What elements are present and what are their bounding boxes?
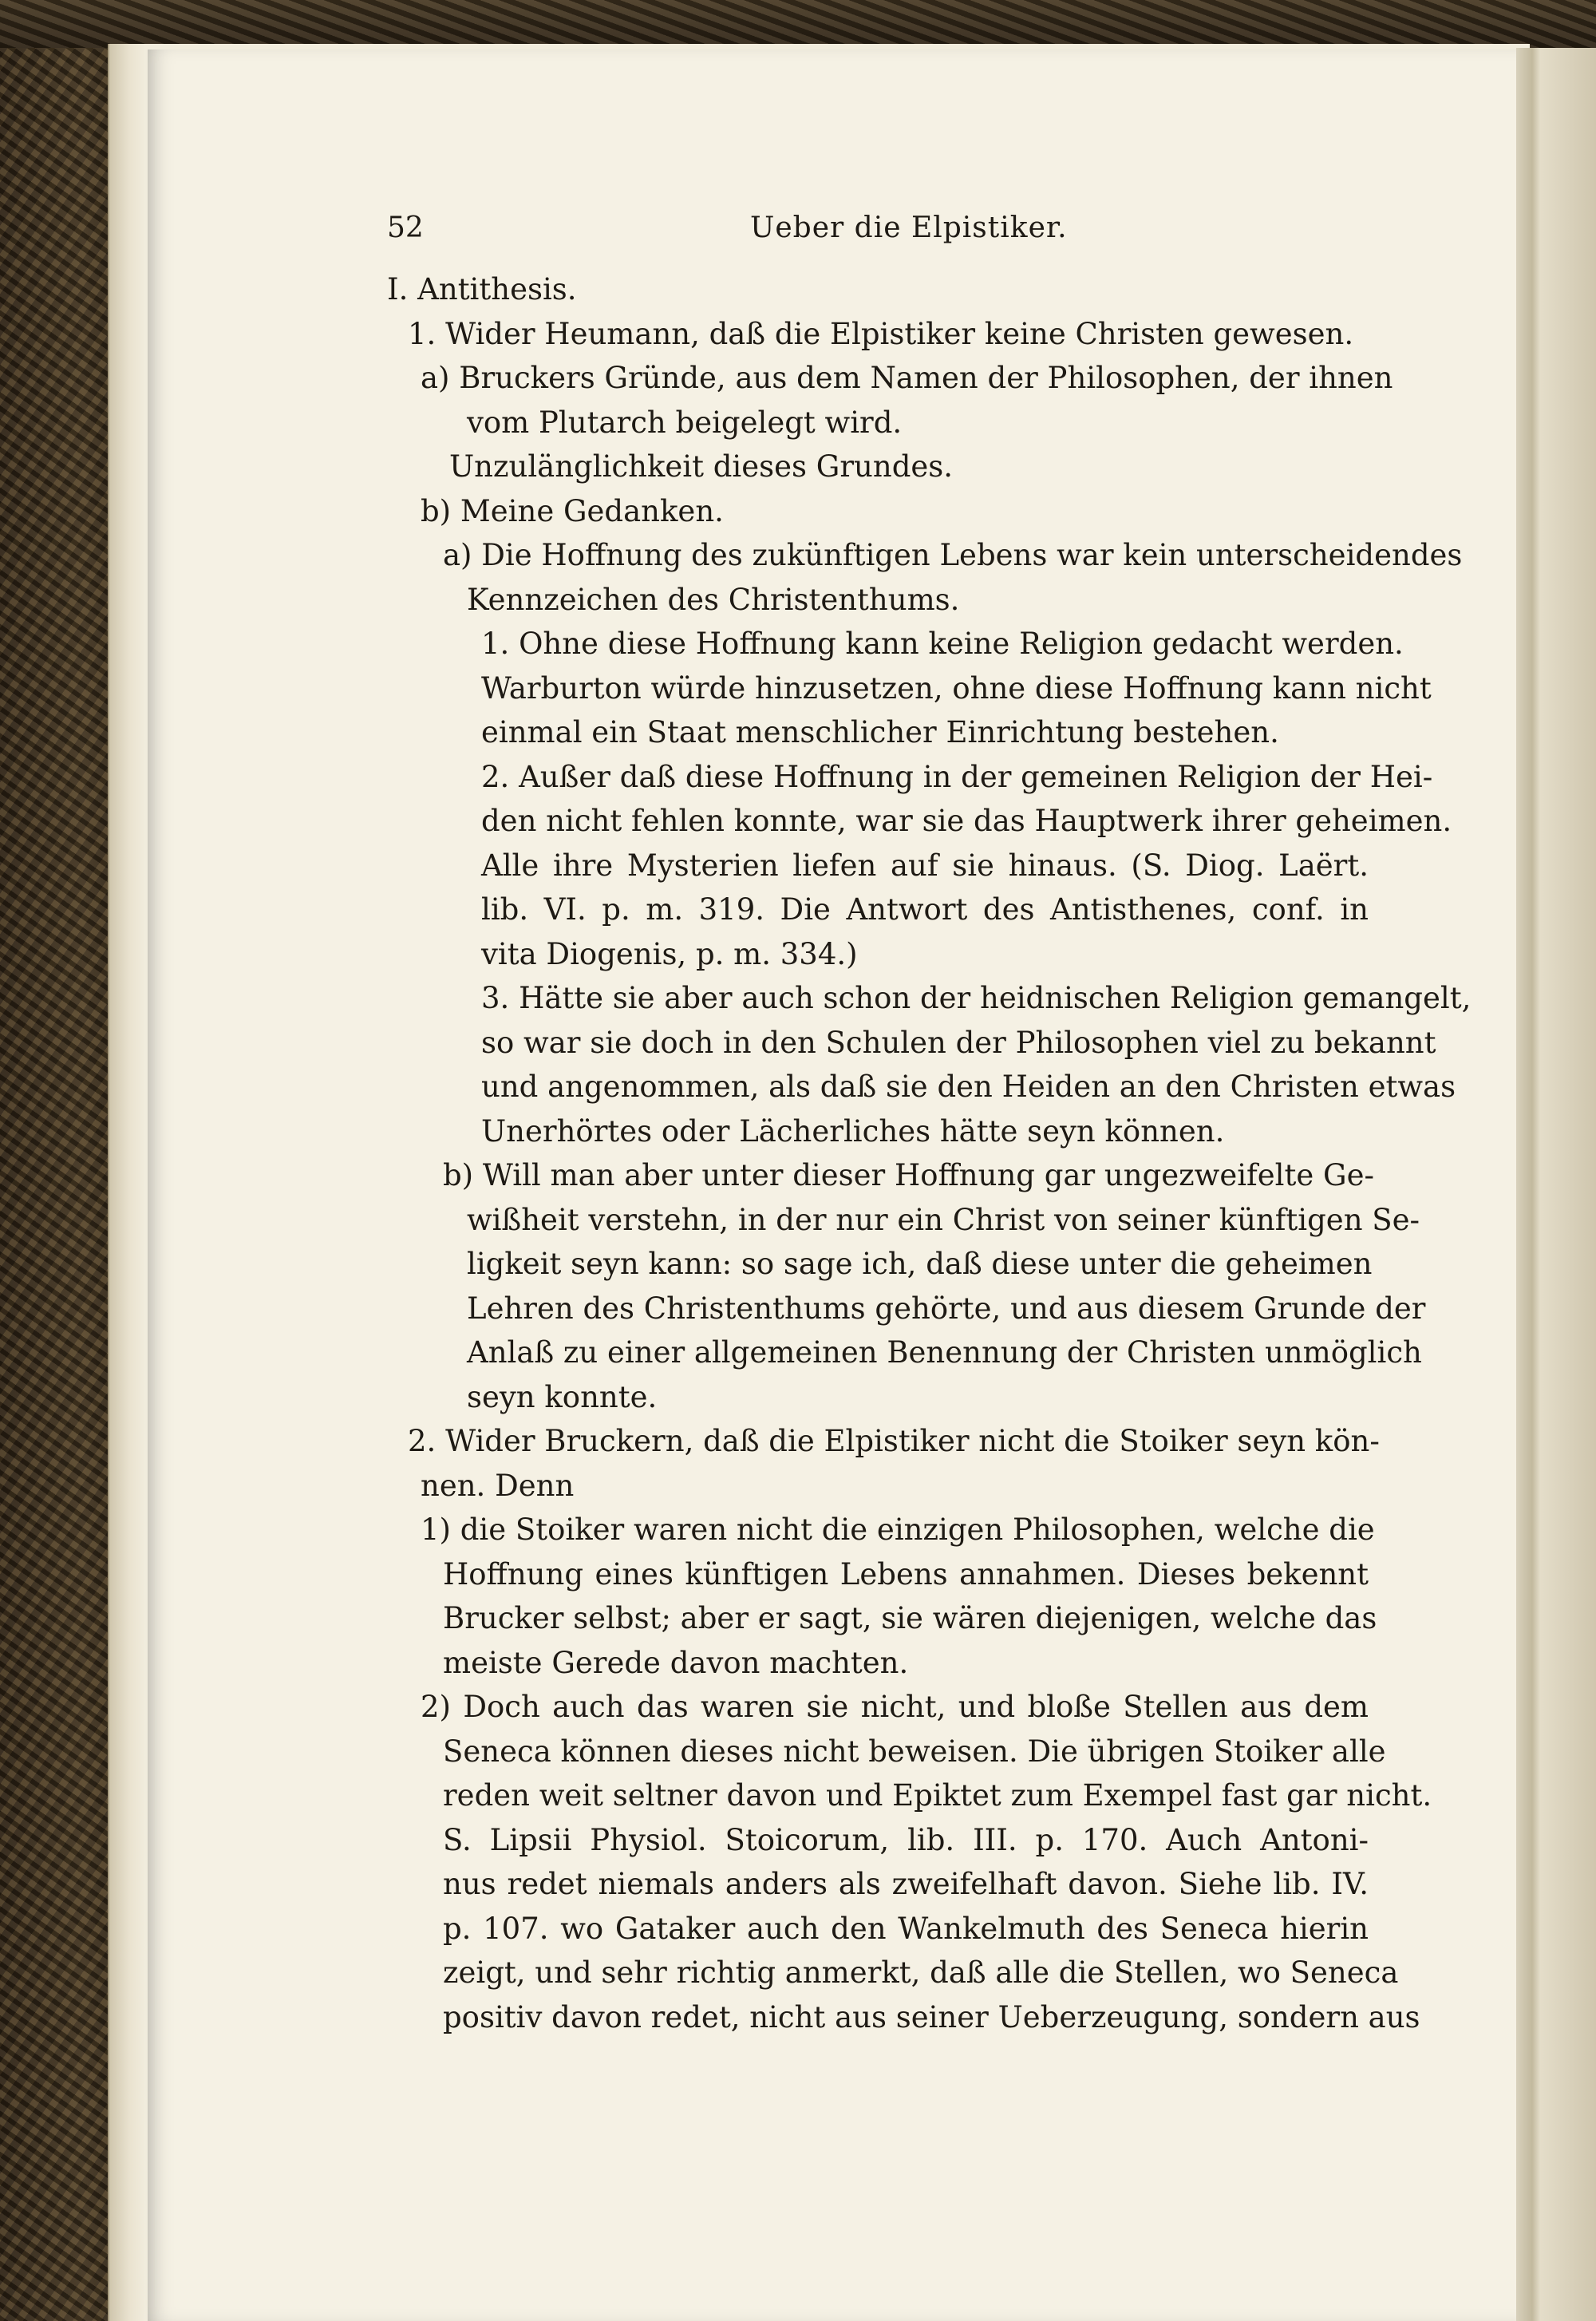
text-line: wißheit verstehn, in der nur ein Christ von seiner künftigen Se- [467,1202,1420,1237]
text-line: zeigt, und sehr richtig anmerkt, daß alle die Stellen, wo Seneca [443,1955,1399,1990]
text-body [387,267,1472,2039]
text-line: 2. Wider Bruckern, daß die Elpistiker nicht die Stoiker seyn kön- [408,1424,1380,1458]
text-line: S. Lipsii Physiol. Stoicorum, lib. III. p. 170. Auch Antoni- [443,1822,1369,1857]
text-line: 2. Außer daß diese Hoffnung in der gemeinen Religion der Hei- [481,759,1433,794]
text-line: meiste Gerede davon machten. [443,1645,909,1680]
text-line: I. Antithesis. [387,272,577,306]
text-line: Hoffnung eines künftigen Lebens annahmen. Dieses bekennt [443,1556,1369,1591]
text-line: vom Plutarch beigelegt wird. [467,405,903,440]
text-line: reden weit seltner davon und Epiktet zum Exempel fast gar nicht. [443,1778,1432,1813]
text-line: und angenommen, als daß sie den Heiden an den Christen etwas [481,1070,1456,1104]
page-number: 52 [387,212,424,244]
text-line: lib. VI. p. m. 319. Die Antwort des Antisthenes, conf. in [481,892,1369,927]
text-line: Seneca können dieses nicht beweisen. Die übrigen Stoiker alle [443,1734,1386,1769]
text-line: einmal ein Staat menschlicher Einrichtung bestehen. [481,715,1279,749]
text-line: Unerhörtes oder Lächerliches hätte seyn können. [481,1113,1225,1149]
text-line: b) Meine Gedanken. [421,493,724,528]
text-line: seyn konnte. [467,1379,658,1414]
text-line: 1. Ohne diese Hoffnung kann keine Religion gedacht werden. [481,627,1404,661]
text-line: Anlaß zu einer allgemeinen Benennung der Christen unmöglich [467,1335,1422,1370]
text-line: nen. Denn [421,1468,575,1503]
facing-page-edge [1516,48,1596,2321]
text-line: Lehren des Christenthums gehörte, und aus diesem Grunde der [467,1291,1426,1326]
text-line: Warburton würde hinzusetzen, ohne diese Hoffnung kann nicht [481,670,1432,706]
text-line: 3. Hätte sie aber auch schon der heidnischen Religion gemangelt, [481,981,1472,1015]
text-line: nus redet niemals anders als zweifelhaft davon. Siehe lib. IV. [443,1867,1369,1901]
running-title: Ueber die Elpistiker. [750,212,1068,244]
text-line: den nicht fehlen konnte, war sie das Hauptwerk ihrer geheimen. [481,804,1452,838]
text-line: p. 107. wo Gataker auch den Wankelmuth des Seneca hierin [443,1911,1369,1946]
text-line: 1) die Stoiker waren nicht die einzigen Philosophen, welche die [421,1512,1375,1547]
text-line: Alle ihre Mysterien liefen auf sie hinaus. (S. Diog. Laërt. [481,848,1369,883]
text-line: a) Bruckers Gründe, aus dem Namen der Philosophen, der ihnen [421,361,1393,395]
text-line: b) Will man aber unter dieser Hoffnung gar ungezweifelte Ge- [443,1158,1374,1192]
text-line: Kennzeichen des Christenthums. [467,582,960,617]
page-header [387,212,1369,259]
text-line: Brucker selbst; aber er sagt, sie wären diejenigen, welche das [443,1601,1377,1635]
text-line: Unzulänglichkeit dieses Grundes. [449,449,954,484]
text-line: a) Die Hoffnung des zukünftigen Lebens war kein unterscheidendes [443,538,1463,572]
text-line: ligkeit seyn kann: so sage ich, daß diese unter die geheimen [467,1247,1373,1281]
page-content [387,212,1472,2039]
text-line: 2) Doch auch das waren sie nicht, und bloße Stellen aus dem [421,1690,1369,1724]
text-line: positiv davon redet, nicht aus seiner Ueberzeugung, sondern aus [443,1999,1420,2034]
book-cover-top-edge [0,0,1596,48]
text-line: vita Diogenis, p. m. 334.) [481,936,858,971]
text-line: 1. Wider Heumann, daß die Elpistiker keine Christen gewesen. [408,316,1354,351]
text-line: so war sie doch in den Schulen der Philosophen viel zu bekannt [481,1025,1436,1060]
